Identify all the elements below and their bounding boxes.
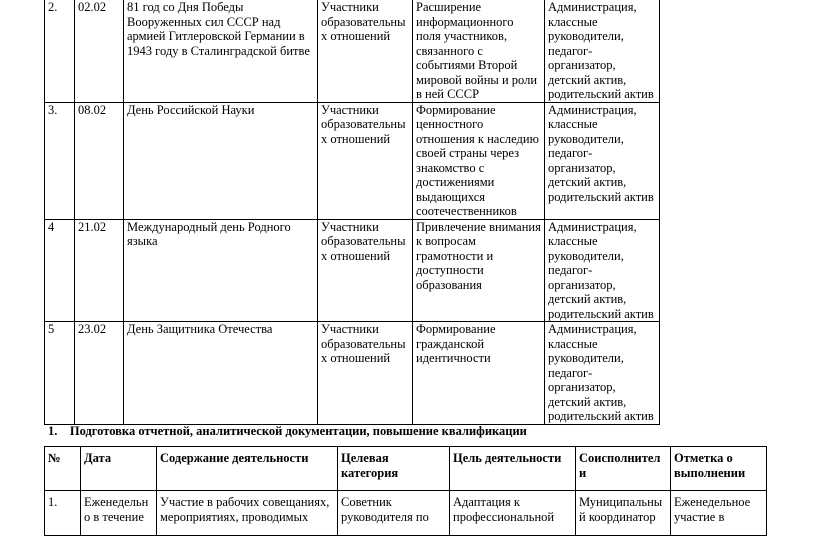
row-event: День Защитника Отечества (124, 322, 318, 425)
row-executors: Муниципальный координатор (576, 491, 671, 536)
row-mark: Еженедельное участие в (671, 491, 767, 536)
row-event: Международный день Родного языка (124, 219, 318, 322)
section-heading: 1. Подготовка отчетной, аналитической документации, повышение квалификации (48, 424, 527, 438)
row-responsible: Администрация, классные руководители, педагог-организатор, детский актив, родительский актив (545, 102, 660, 219)
header-target: Целевая категория (338, 447, 450, 491)
row-number: 1. (45, 491, 81, 536)
table-row (45, 491, 767, 536)
events-table (44, 0, 660, 425)
row-content: Участие в рабочих совещаниях, мероприятиях, проводимых (157, 491, 338, 536)
row-date: 21.02 (75, 219, 124, 322)
table-row (45, 102, 660, 219)
row-number: 5 (45, 322, 75, 425)
header-mark: Отметка о выполнении (671, 447, 767, 491)
header-number: № (45, 447, 81, 491)
row-audience: Участники образовательных отношений (318, 102, 413, 219)
row-event: День Российской Науки (124, 102, 318, 219)
row-responsible: Администрация, классные руководители, педагог-организатор, детский актив, родительский актив (545, 219, 660, 322)
report-table (44, 446, 767, 536)
header-content: Содержание деятельности (157, 447, 338, 491)
table-row (45, 322, 660, 425)
row-audience: Участники образовательных отношений (318, 0, 413, 102)
row-date: 08.02 (75, 102, 124, 219)
row-goal: Формирование ценностного отношения к наследию своей страны через знакомство с достижениями выдающихся соотечественников (413, 102, 545, 219)
row-target: Советник руководителя по (338, 491, 450, 536)
row-responsible: Администрация, классные руководители, педагог-организатор, детский актив, родительский актив (545, 0, 660, 102)
row-goal: Адаптация к профессиональной (450, 491, 576, 536)
row-responsible: Администрация, классные руководители, педагог-организатор, детский актив, родительский актив (545, 322, 660, 425)
row-date: Еженедельно в течение (81, 491, 157, 536)
table-row (45, 219, 660, 322)
row-goal: Привлечение внимания к вопросам грамотности и доступности образования (413, 219, 545, 322)
row-number: 2. (45, 0, 75, 102)
table-header-row (45, 447, 767, 491)
table-row (45, 0, 660, 102)
row-goal: Формирование гражданской идентичности (413, 322, 545, 425)
header-date: Дата (81, 447, 157, 491)
row-audience: Участники образовательных отношений (318, 322, 413, 425)
row-goal: Расширение информационного поля участников, связанного с событиями Второй мировой войны и роли в ней СССР (413, 0, 545, 102)
row-date: 23.02 (75, 322, 124, 425)
row-number: 4 (45, 219, 75, 322)
row-event: 81 год со Дня Победы Вооруженных сил СССР над армией Гитлеровской Германии в 1943 году в Сталинградской битве (124, 0, 318, 102)
header-goal: Цель деятельности (450, 447, 576, 491)
row-number: 3. (45, 102, 75, 219)
row-date: 02.02 (75, 0, 124, 102)
header-executors: Соисполнители (576, 447, 671, 491)
row-audience: Участники образовательных отношений (318, 219, 413, 322)
